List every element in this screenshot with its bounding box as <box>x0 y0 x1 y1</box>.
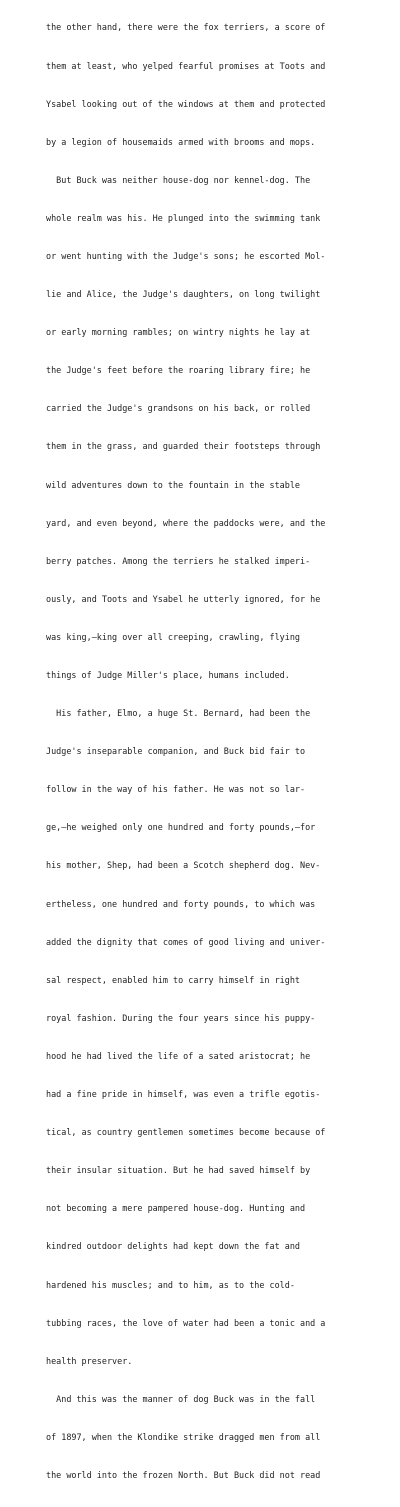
text-line: ously, and Toots and Ysabel he utterly ignored, for he <box>46 593 321 604</box>
text-line: was king,—king over all creeping, crawling, flying <box>46 631 300 642</box>
text-line: tubbing races, the love of water had been a tonic and a <box>46 1317 326 1328</box>
text-line: yard, and even beyond, where the paddocks were, and the <box>46 517 326 528</box>
text-line: them in the grass, and guarded their footsteps through <box>46 441 321 452</box>
text-line: Judge's inseparable companion, and Buck bid fair to <box>46 746 306 757</box>
text-line: by a legion of housemaids armed with brooms and mops. <box>46 136 316 147</box>
text-line: His father, Elmo, a huge St. Bernard, had been the <box>46 708 311 719</box>
text-line: or early morning rambles; on wintry nights he lay at <box>46 327 311 338</box>
text-line: wild adventures down to the fountain in the stable <box>46 479 300 490</box>
text-line: whole realm was his. He plunged into the swimming tank <box>46 212 321 223</box>
text-line: And this was the manner of dog Buck was in the fall <box>46 1393 316 1404</box>
text-line: carried the Judge's grandsons on his back, or rolled <box>46 403 311 414</box>
text-line: royal fashion. During the four years since his puppy- <box>46 1012 316 1023</box>
text-line: Ysabel looking out of the windows at them and protected <box>46 98 326 109</box>
text-line: berry patches. Among the terriers he stalked imperi- <box>46 555 311 566</box>
text-line: not becoming a mere pampered house-dog. Hunting and <box>46 1203 306 1214</box>
text-line: sal respect, enabled him to carry himself in right <box>46 974 300 985</box>
text-line: hardened his muscles; and to him, as to the cold- <box>46 1279 295 1290</box>
text-line: them at least, who yelped fearful promises at Toots and <box>46 60 326 71</box>
text-line: follow in the way of his father. He was not so lar- <box>46 784 306 795</box>
text-line: or went hunting with the Judge's sons; he escorted Mol- <box>46 250 326 261</box>
text-line: kindred outdoor delights had kept down the fat and <box>46 1241 300 1252</box>
page-text <box>46 0 356 1507</box>
text-line: their insular situation. But he had saved himself by <box>46 1165 311 1176</box>
text-line: health preserver. <box>46 1355 133 1366</box>
text-line: of 1897, when the Klondike strike dragged men from all <box>46 1431 321 1442</box>
text-line: had a fine pride in himself, was even a trifle egotis- <box>46 1089 321 1100</box>
text-line: But Buck was neither house-dog nor kennel-dog. The <box>46 174 311 185</box>
text-line: tical, as country gentlemen sometimes become because of <box>46 1127 326 1138</box>
text-line: things of Judge Miller's place, humans included. <box>46 670 290 680</box>
text-line: the Judge's feet before the roaring library fire; he <box>46 365 311 376</box>
text-line: ge,—he weighed only one hundred and forty pounds,—for <box>46 822 316 833</box>
text-line: lie and Alice, the Judge's daughters, on long twilight <box>46 289 321 300</box>
text-line: ertheless, one hundred and forty pounds, to which was <box>46 898 316 909</box>
text-line: hood he had lived the life of a sated aristocrat; he <box>46 1050 311 1061</box>
text-line: the world into the frozen North. But Buck did not read <box>46 1469 321 1480</box>
text-line: added the dignity that comes of good living and univer- <box>46 936 326 947</box>
text-line: his mother, Shep, had been a Scotch shepherd dog. Nev- <box>46 860 321 871</box>
text-line: the other hand, there were the fox terriers, a score of <box>46 22 326 33</box>
